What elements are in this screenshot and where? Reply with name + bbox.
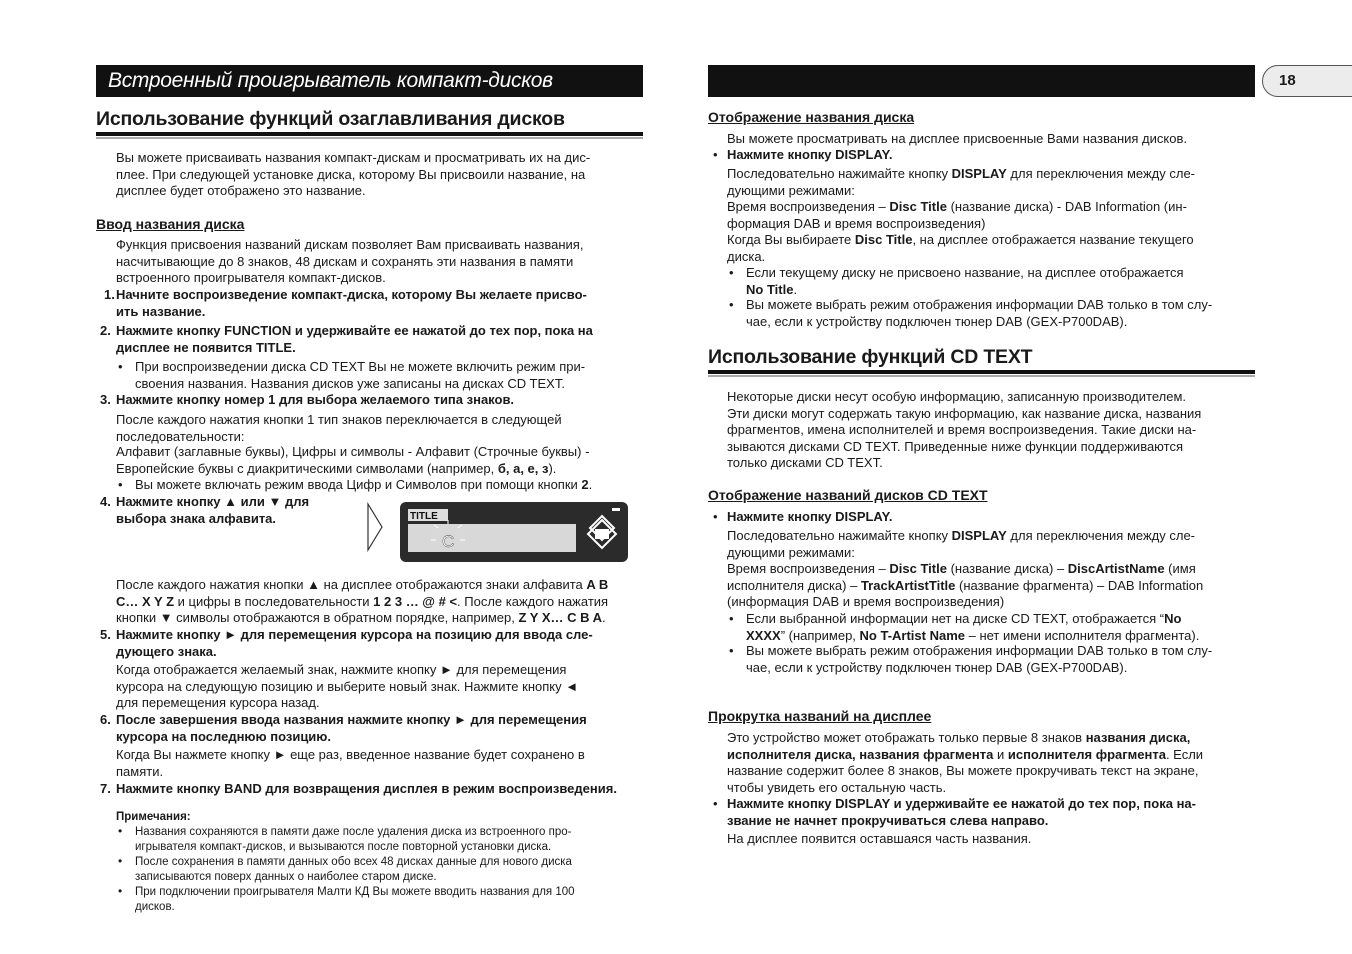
cd-text-modes-text: Последовательно нажимайте кнопку DISPLAY для переключения между сле- дующими режимами: Время воспроизведения – Disc Title (название диска) – DiscArtistName (имя исполнителя диска) – TrackArtistTitle (название фрагмента) – DAB Information (информация DAB и время воспроизведения): [727, 528, 1204, 610]
display-illustration: [366, 500, 630, 566]
bullet: •: [713, 509, 718, 524]
subheading-enter-title: Ввод названия диска: [96, 216, 245, 232]
subheading-disc-title-display: Отображение названия диска: [708, 109, 915, 125]
bullet: •: [118, 884, 123, 898]
chapter-title-bar: [96, 65, 643, 97]
display-screen: [408, 524, 576, 552]
step-number: 1.: [104, 287, 115, 302]
step-2-note: При воспроизведении диска CD TEXT Вы не можете включить режим при- своения названия. Названия дисков уже записаны на дисках CD TEXT.: [135, 359, 586, 391]
notes-title: Примечания:: [116, 811, 191, 823]
step-6: После завершения ввода названия нажмите кнопку ► для перемещения курсора на последнюю позицию.: [116, 712, 587, 744]
note-2: После сохранения в памяти данных обо всех 48 дисках данные для нового диска записываются поверх данных о наиболее старом диске.: [135, 856, 572, 883]
subheading-scroll-titles: Прокрутка названий на дисплее: [708, 708, 932, 724]
step-4: Нажмите кнопку ▲ или ▼ для выбора знака алфавита.: [116, 494, 310, 526]
step-number: 5.: [100, 627, 111, 642]
subheading-cd-text-display: Отображение названий дисков CD TEXT: [708, 487, 988, 503]
bullet: •: [713, 147, 718, 162]
step-3-note: Вы можете включать режим ввода Цифр и Символов при помощи кнопки 2.: [135, 477, 593, 492]
bullet: •: [118, 854, 123, 868]
chapter-title: Встроенный проигрыватель компакт-дисков: [108, 69, 553, 92]
display-modes-text: Последовательно нажимайте кнопку DISPLAY для переключения между сле- дующими режимами: Время воспроизведения – Disc Title (название диска) - DAB Information (ин- формация DAB и время воспроизведения) Когда Вы выбираете Disc Title, на дисплее отображается название текущего диска.: [727, 166, 1195, 264]
section-rule-thin: [708, 375, 1255, 377]
bullet: •: [729, 297, 734, 312]
step-number: 2.: [100, 323, 111, 338]
section-rule-thin: [96, 137, 643, 139]
no-title-note: Если текущему диску не присвоено название, на дисплее отображается No Title.: [746, 265, 1184, 297]
no-xxxx-note: Если выбранной информации нет на диске CD TEXT, отображается “No XXXX” (например, No T-Artist Name – нет имени исполнителя фрагмента).: [746, 611, 1200, 643]
scroll-step: Нажмите кнопку DISPLAY и удерживайте ее нажатой до тех пор, пока на- звание не начнет прокручиваться слева направо.: [727, 796, 1196, 828]
step-5-text: Когда отображается желаемый знак, нажмите кнопку ► для перемещения курсора на следующую позицию и выберите новый знак. Нажмите кнопку ◄ для перемещения курсора назад.: [116, 662, 579, 711]
page-number: 18: [1262, 65, 1352, 97]
intro-text: Вы можете присваивать названия компакт-дискам и просматривать их на дис- плее. При следующей установке диска, которому Вы присвоили название, на дисплее будет отображено это название.: [116, 150, 591, 199]
bullet: •: [729, 265, 734, 280]
note-1: Названия сохраняются в памяти даже после удаления диска из встроенного про- игрывателя компакт-дисков, и вызываются после повторной установки диска.: [135, 826, 572, 853]
step-5: Нажмите кнопку ► для перемещения курсора на позицию для ввода сле- дующего знака.: [116, 627, 593, 659]
dab-note-2: Вы можете выбрать режим отображения информации DAB только в том слу- чае, если к устройству подключен тюнер DAB (GEX-P700DAB).: [746, 643, 1213, 675]
step-number: 3.: [100, 392, 111, 407]
disc-title-display-text: Вы можете просматривать на дисплее присвоенные Вами названия дисков.: [727, 131, 1187, 146]
press-display-step-2: Нажмите кнопку DISPLAY.: [727, 509, 893, 524]
enter-title-text: Функция присвоения названий дискам позволяет Вам присваивать названия, насчитывающие до 8 знаков, 48 дискам и сохранять эти названия в памяти встроенного проигрывателя компакт-дисков.: [116, 237, 584, 286]
bullet: •: [118, 824, 123, 838]
cd-text-intro: Некоторые диски несут особую информацию, записанную производителем. Эти диски могут содержать такую информацию, как название диска, названия фрагментов, имена исполнителей и время воспроизведения. Такие диски на- зываются дисками CD TEXT. Приведенные ниже функции поддерживаются только дисками CD TEXT.: [727, 389, 1202, 471]
scroll-result: На дисплее появится оставшаяся часть названия.: [727, 831, 1032, 846]
display-title-label: TITLE: [410, 511, 438, 522]
step-3: Нажмите кнопку номер 1 для выбора желаемого типа знаков.: [116, 392, 515, 407]
step-7: Нажмите кнопку BAND для возвращения дисплея в режим воспроизведения.: [116, 781, 617, 796]
step-number: 6.: [100, 712, 111, 727]
step-number: 4.: [100, 494, 111, 509]
chapter-bar-right: [708, 65, 1255, 97]
display-char: C: [442, 532, 455, 551]
step-1: Начните воспроизведение компакт-диска, которому Вы желаете присво- ить название.: [116, 287, 587, 319]
step-3-text-b: Алфавит (заглавные буквы), Цифры и символы - Алфавит (Строчные буквы) - Европейские буквы с диакритическими символами (например, б, а, е, з).: [116, 444, 590, 476]
step-number: 7.: [100, 781, 111, 796]
arrow-right-icon: [368, 504, 382, 550]
section-rule: [708, 370, 1255, 374]
bullet: •: [118, 477, 123, 492]
step-6-text: Когда Вы нажмете кнопку ► еще раз, введенное название будет сохранено в памяти.: [116, 747, 585, 779]
indicator: [612, 508, 620, 511]
section-title-cd-text: Использование функций CD TEXT: [708, 346, 1033, 368]
note-3: При подключении проигрывателя Малти КД Вы можете вводить названия для 100 дисков.: [135, 886, 575, 913]
step-2: Нажмите кнопку FUNCTION и удерживайте ее нажатой до тех пор, пока на дисплее не появится TITLE.: [116, 323, 593, 355]
scroll-titles-text: Это устройство может отображать только первые 8 знаков названия диска, исполнителя диска, названия фрагмента и исполнителя фрагмента. Если название содержит более 8 знаков, Вы можете прокручивать текст на экране, чтобы увидеть его остальную часть.: [727, 730, 1204, 795]
bullet: •: [713, 796, 718, 811]
press-display-step: Нажмите кнопку DISPLAY.: [727, 147, 893, 162]
section-rule: [96, 132, 643, 136]
bullet: •: [118, 359, 123, 374]
section-title-disc-titles: Использование функций озаглавливания дисков: [96, 108, 565, 130]
bullet: •: [729, 643, 734, 658]
step-4-after: После каждого нажатия кнопки ▲ на дисплее отображаются знаки алфавита A B C… X Y Z и цифры в последовательности 1 2 3 … @ # <. После каждого нажатия кнопки ▼ символы отображаются в обратном порядке, например, Z Y X… C B A.: [116, 577, 609, 626]
bullet: •: [729, 611, 734, 626]
dab-note: Вы можете выбрать режим отображения информации DAB только в том слу- чае, если к устройству подключен тюнер DAB (GEX-P700DAB).: [746, 297, 1213, 329]
step-3-text-a: После каждого нажатия кнопки 1 тип знаков переключается в следующей последовательности:: [116, 412, 562, 444]
